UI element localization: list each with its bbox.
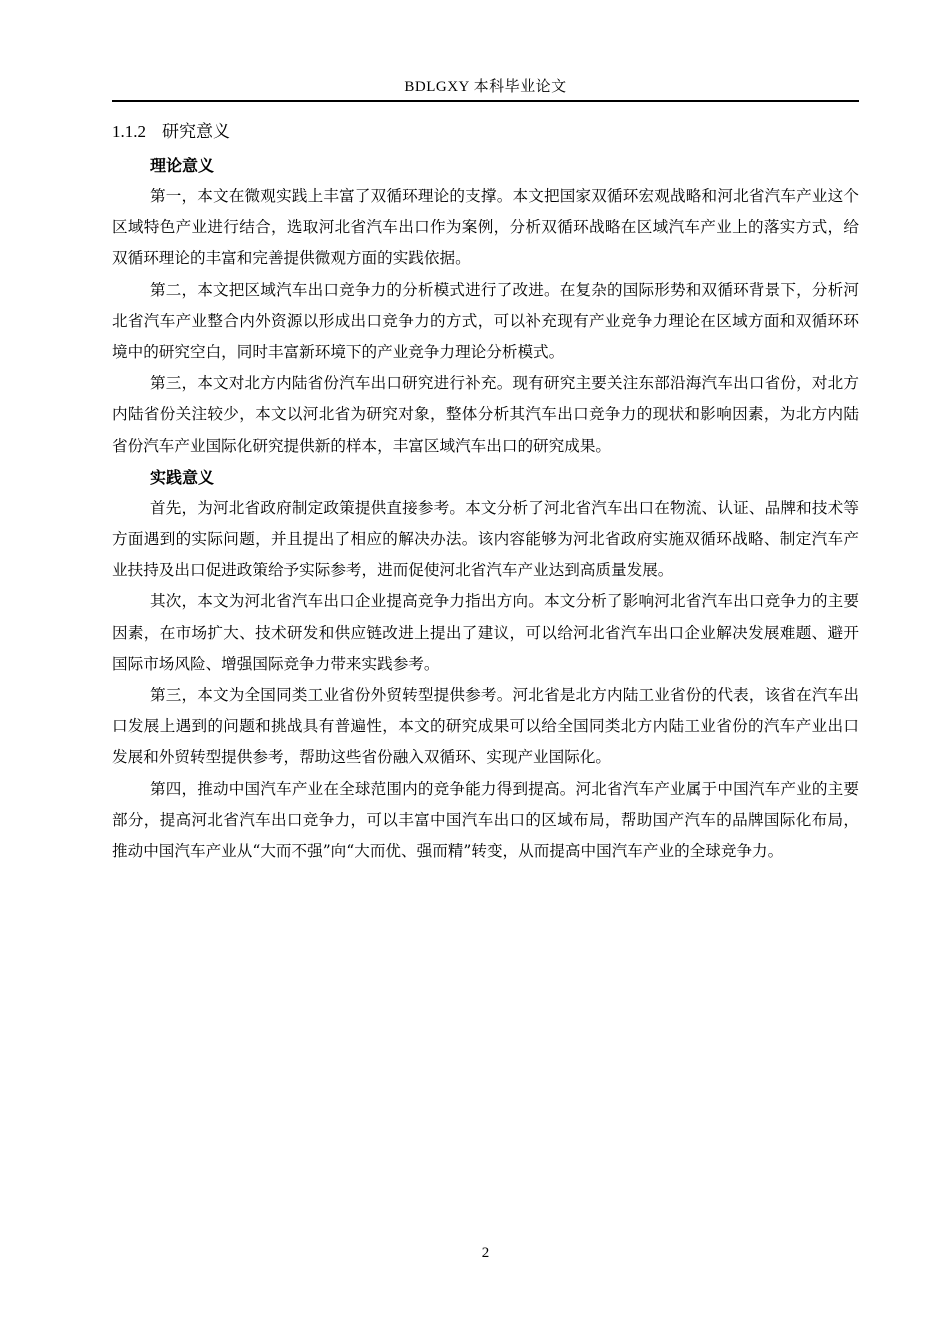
practice-paragraph-3: 第三，本文为全国同类工业省份外贸转型提供参考。河北省是北方内陆工业省份的代表，该省在汽车出口发展上遇到的问题和挑战具有普遍性，本文的研究成果可以给全国同类北方内陆工业省份的汽车产业出口发展和外贸转型提供参考，帮助这些省份融入双循环、实现产业国际化。	[112, 686, 859, 767]
theory-paragraph-1: 第一，本文在微观实践上丰富了双循环理论的支撑。本文把国家双循环宏观战略和河北省汽车产业这个区域特色产业进行结合，选取河北省汽车出口作为案例，分析双循环战略在区域汽车产业上的落实方式，给双循环理论的丰富和完善提供微观方面的实践依据。	[112, 187, 859, 268]
theory-heading: 理论意义	[150, 156, 215, 175]
running-header: BDLGXY 本科毕业论文	[404, 79, 567, 95]
practice-paragraph-4: 第四，推动中国汽车产业在全球范围内的竞争能力得到提高。河北省汽车产业属于中国汽车产业的主要部分，提高河北省汽车出口竞争力，可以丰富中国汽车出口的区域布局，帮助国产汽车的品牌国际化布局，推动中国汽车产业从“大而不强”向“大而优、强而精”转变，从而提高中国汽车产业的全球竞争力。	[112, 779, 859, 861]
page-number: 2	[481, 1245, 490, 1261]
practice-paragraph-1: 首先，为河北省政府制定政策提供直接参考。本文分析了河北省汽车出口在物流、认证、品牌和技术等方面遇到的实际问题，并且提出了相应的解决办法。该内容能够为河北省政府实施双循环战略、制定汽车产业扶持及出口促进政策给予实际参考，进而促使河北省汽车产业达到高质量发展。	[112, 498, 859, 580]
practice-paragraph-2: 其次，本文为河北省汽车出口企业提高竞争力指出方向。本文分析了影响河北省汽车出口竞争力的主要因素，在市场扩大、技术研发和供应链改进上提出了建议，可以给河北省汽车出口企业解决发展难题、避开国际市场风险、增强国际竞争力带来实践参考。	[112, 592, 859, 673]
section-title: 研究意义	[162, 122, 230, 141]
header-rule	[112, 100, 859, 102]
section-number: 1.1.2	[112, 122, 146, 141]
practice-heading: 实践意义	[150, 467, 215, 487]
section-heading	[112, 116, 859, 148]
theory-paragraph-2: 第二，本文把区域汽车出口竞争力的分析模式进行了改进。在复杂的国际形势和双循环背景下，分析河北省汽车产业整合内外资源以形成出口竞争力的方式，可以补充现有产业竞争力理论在区域方面和双循环环境中的研究空白，同时丰富新环境下的产业竞争力理论分析模式。	[112, 280, 859, 362]
theory-paragraph-3: 第三，本文对北方内陆省份汽车出口研究进行补充。现有研究主要关注东部沿海汽车出口省份，对北方内陆省份关注较少，本文以河北省为研究对象，整体分析其汽车出口竞争力的现状和影响因素，为北方内陆省份汽车产业国际化研究提供新的样本，丰富区域汽车出口的研究成果。	[112, 374, 859, 455]
page-body	[112, 116, 859, 867]
